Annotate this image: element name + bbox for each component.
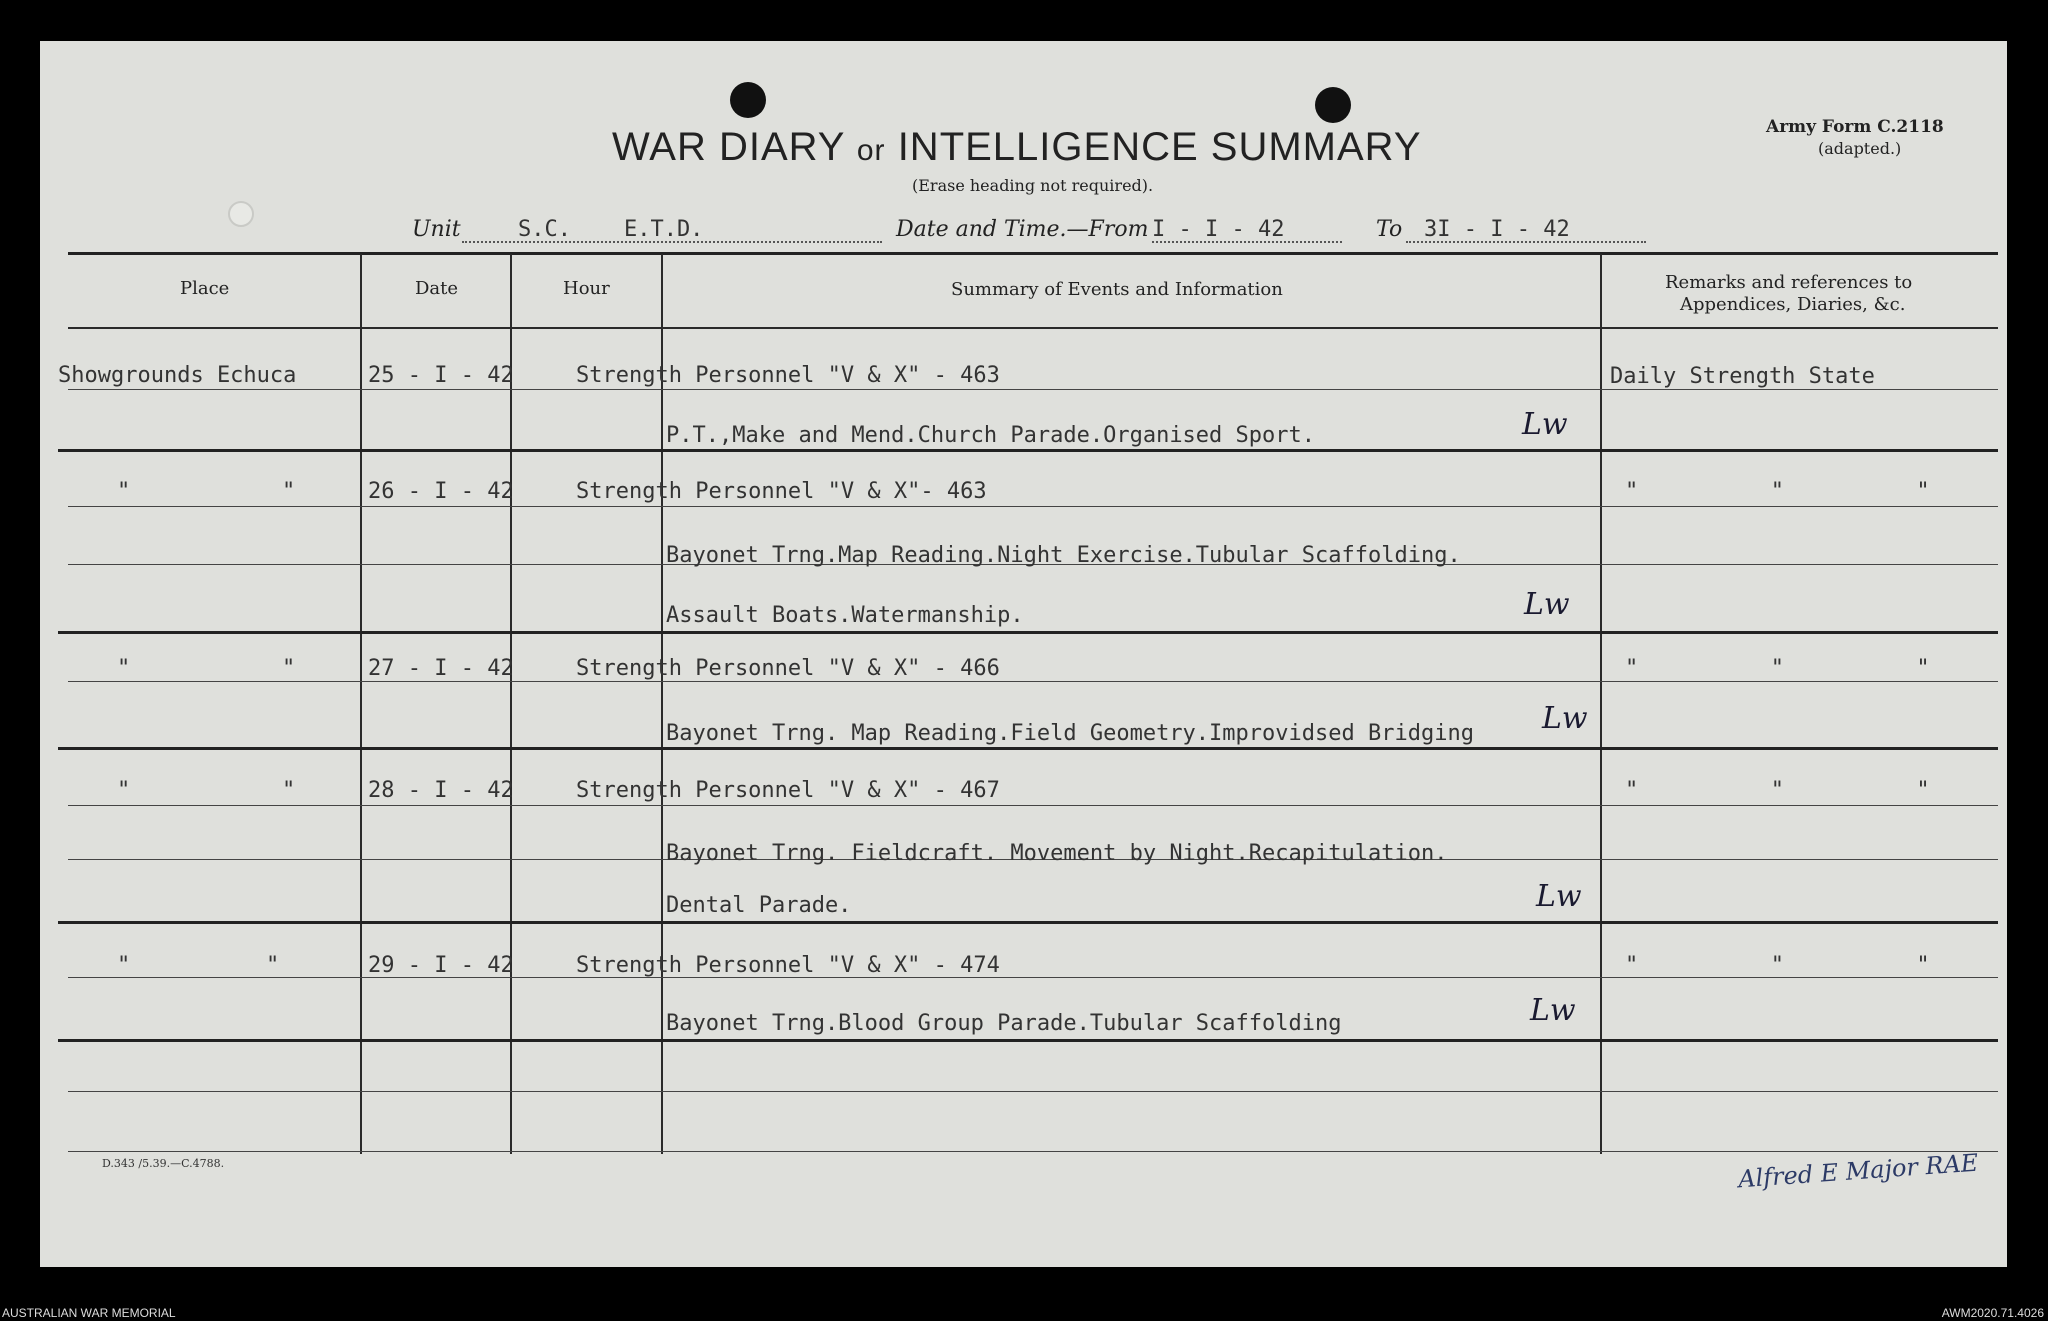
archive-label: AUSTRALIAN WAR MEMORIAL — [2, 1306, 176, 1320]
entry-remarks-ditto: " " " — [1625, 656, 1930, 681]
ditto-mark: " — [266, 953, 280, 978]
entry-remarks-ditto: " " " — [1625, 479, 1930, 504]
entry-remarks: Daily Strength State — [1610, 364, 1875, 389]
entry-separator — [58, 631, 1998, 634]
ruled-line — [68, 1091, 1998, 1092]
initials-mark: Lw — [1536, 879, 1582, 914]
ditto-mark: " — [282, 656, 296, 681]
entry-strength: Strength Personnel "V & X" - 467 — [576, 778, 1000, 803]
entry-activities: Bayonet Trng. Map Reading.Field Geometry.Improvidsed Bridging — [666, 721, 1474, 746]
ruled-line — [68, 389, 1998, 390]
initials-mark: Lw — [1542, 701, 1588, 736]
col-header-remarks-1: Remarks and references to — [1665, 272, 1913, 293]
to-label: To — [1376, 217, 1403, 242]
table-top-rule — [68, 252, 1998, 255]
entry-activities: Bayonet Trng.Map Reading.Night Exercise.Tubular Scaffolding. — [666, 543, 1461, 568]
ruled-line — [68, 805, 1998, 806]
entry-separator — [58, 1039, 1998, 1042]
army-form-number: Army Form C.2118 — [1766, 117, 1944, 137]
archive-reference: AWM2020.71.4026 — [1941, 1306, 2044, 1320]
entry-remarks-ditto: " " " — [1625, 953, 1930, 978]
entry-strength: Strength Personnel "V & X" - 474 — [576, 953, 1000, 978]
col-header-hour: Hour — [563, 278, 610, 299]
initials-mark: Lw — [1524, 587, 1570, 622]
officer-signature: Alfred E Major RAE — [1737, 1148, 1980, 1194]
entry-strength: Strength Personnel "V & X" - 466 — [576, 656, 1000, 681]
ruled-line — [68, 681, 1998, 682]
ditto-mark: " — [282, 479, 296, 504]
col-header-place: Place — [180, 278, 230, 299]
entry-strength: Strength Personnel "V & X" - 463 — [576, 363, 1000, 388]
ditto-mark: " — [117, 778, 131, 803]
diary-page — [40, 41, 2007, 1267]
title-or: or — [856, 134, 886, 167]
entry-date: 26 - I - 42 — [368, 479, 514, 504]
entry-activities: Bayonet Trng.Blood Group Parade.Tubular Scaffolding — [666, 1011, 1342, 1036]
entry-date: 27 - I - 42 — [368, 656, 514, 681]
date-time-label: Date and Time.—From — [896, 217, 1149, 242]
entry-date: 28 - I - 42 — [368, 778, 514, 803]
initials-mark: Lw — [1522, 407, 1568, 442]
entry-place: Showgrounds Echuca — [58, 363, 297, 388]
title-war-diary: WAR DIARY — [612, 125, 845, 169]
unit-value: S.C. E.T.D. — [518, 217, 704, 242]
ditto-mark: " — [117, 656, 131, 681]
entry-activities: P.T.,Make and Mend.Church Parade.Organised Sport. — [666, 423, 1316, 448]
entry-date: 25 - I - 42 — [368, 363, 514, 388]
entry-separator — [58, 921, 1998, 924]
print-code: D.343 /5.39.—C.4788. — [102, 1157, 225, 1170]
entry-date: 29 - I - 42 — [368, 953, 514, 978]
col-header-remarks-2: Appendices, Diaries, &c. — [1680, 294, 1906, 315]
title-intelligence-summary: INTELLIGENCE SUMMARY — [897, 125, 1422, 169]
entry-activities: Bayonet Trng. Fieldcraft. Movement by Night.Recapitulation. — [666, 841, 1448, 866]
table-bottom-rule — [68, 1151, 1998, 1152]
from-date-value: I - I - 42 — [1152, 217, 1285, 242]
entry-activities-cont: Assault Boats.Watermanship. — [666, 603, 1024, 628]
staple-hole — [228, 201, 254, 227]
ditto-mark: " — [117, 953, 131, 978]
army-form-adapted: (adapted.) — [1818, 139, 1902, 158]
header-bottom-rule — [68, 327, 1998, 329]
col-header-date: Date — [415, 278, 459, 299]
ditto-mark: " — [282, 778, 296, 803]
col-header-summary: Summary of Events and Information — [951, 279, 1283, 300]
unit-label: Unit — [412, 217, 461, 242]
initials-mark: Lw — [1530, 993, 1576, 1028]
to-date-value: 3I - I - 42 — [1424, 217, 1570, 242]
entry-remarks-ditto: " " " — [1625, 778, 1930, 803]
punch-hole-right — [1315, 87, 1351, 123]
entry-separator — [58, 747, 1998, 750]
punch-hole-left — [730, 82, 766, 118]
entry-separator — [58, 449, 1998, 452]
ditto-mark: " — [117, 479, 131, 504]
ruled-line — [68, 506, 1998, 507]
entry-strength: Strength Personnel "V & X"- 463 — [576, 479, 987, 504]
form-title — [612, 125, 1422, 170]
form-subtitle: (Erase heading not required). — [912, 176, 1154, 195]
entry-activities-cont: Dental Parade. — [666, 893, 852, 918]
